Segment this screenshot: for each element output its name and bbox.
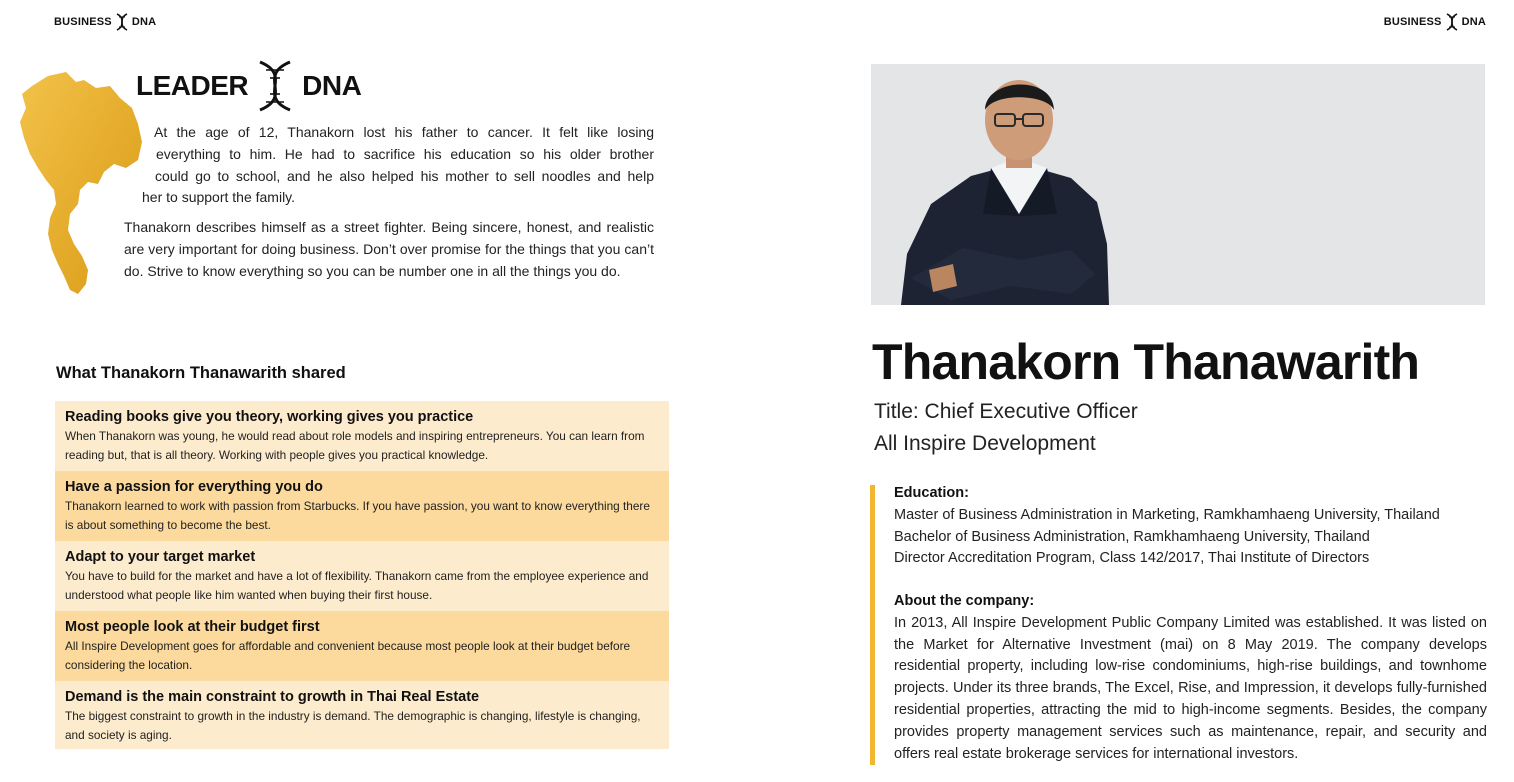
tip-title: Most people look at their budget first <box>65 619 320 635</box>
profile-title: Title: Chief Executive Officer <box>874 400 1138 423</box>
brand-logo-left <box>54 13 156 31</box>
dna-helix-icon <box>250 58 300 114</box>
portrait-photo <box>871 64 1485 305</box>
intro-line: her to support the family. <box>142 189 296 206</box>
tip-body: You have to build for the market and have a lot of flexibility. Thanakorn came from the employee experience and understood what people like him wanted when buying their first house. <box>65 569 649 602</box>
education-heading: Education: <box>894 485 969 501</box>
shared-heading: What Thanakorn Thanawarith shared <box>56 364 346 382</box>
tip-item <box>55 611 669 681</box>
accent-bar <box>870 485 875 765</box>
tip-item <box>55 401 669 471</box>
education-item: Bachelor of Business Administration, Ramkhamhaeng University, Thailand <box>894 528 1370 545</box>
brand-dna-text: DNA <box>131 16 157 28</box>
profile-company: All Inspire Development <box>874 432 1096 455</box>
education-item: Director Accreditation Program, Class 142/2017, Thai Institute of Directors <box>894 550 1370 567</box>
brand-logo-right <box>1384 13 1486 31</box>
tip-body: Thanakorn learned to work with passion from Starbucks. If you have passion, you want to know everything there is about something to become the best. <box>65 499 650 532</box>
tip-title: Have a passion for everything you do <box>65 479 323 495</box>
tip-title: Adapt to your target market <box>65 549 256 565</box>
dna-icon <box>114 13 130 31</box>
leader-word: LEADER <box>136 70 249 101</box>
profile-name: Thanakorn Thanawarith <box>872 334 1420 390</box>
intro-paragraph-1 <box>142 122 654 209</box>
brand-business-text: BUSINESS <box>1383 16 1442 28</box>
dna-icon <box>1444 13 1460 31</box>
dna-word: DNA <box>302 70 362 101</box>
about-section <box>894 591 1487 765</box>
tip-item <box>55 541 669 611</box>
portrait-illustration <box>871 64 1485 305</box>
brand-business-text: BUSINESS <box>54 16 112 28</box>
intro-text: Thanakorn describes himself as a street fighter. Being sincere, honest, and realistic are very important for doing business. Don’t over promise for the things that you can’t do. Strive to know everything so you can be number one in all the things you do. <box>124 219 654 279</box>
tips-list <box>55 401 669 749</box>
intro-line: At the age of 12, Thanakorn lost his father to cancer. It felt like losing <box>154 124 654 140</box>
intro-line: everything to him. He had to sacrifice his education so his older brother <box>156 145 654 162</box>
education-item: Master of Business Administration in Marketing, Ramkhamhaeng University, Thailand <box>894 506 1440 523</box>
tip-title: Reading books give you theory, working gives you practice <box>65 409 474 425</box>
tip-body: The biggest constraint to growth in the industry is demand. The demographic is changing, lifestyle is changing, and society is aging. <box>65 709 641 742</box>
about-text: In 2013, All Inspire Development Public Company Limited was established. It was listed on the Market for Alternative Investment (mai) on 8 May 2019. The company develops residential property, including low-rise condominiums, high-rise buildings, and townhome projects. Under its three brands, The Excel, Rise, and Impression, it develops fully-furnished residential properties, attracting the mid to high-income segments. Besides, the company provides property management services such as maintenance, repair, and security and offers real estate brokerage services for international investors. <box>894 614 1487 762</box>
tip-body: All Inspire Development goes for affordable and convenient because most people look at their budget before considering the location. <box>65 639 631 672</box>
about-heading: About the company: <box>894 593 1035 609</box>
tip-title: Demand is the main constraint to growth in Thai Real Estate <box>65 689 480 705</box>
intro-paragraph-2 <box>124 217 654 282</box>
brand-dna-text: DNA <box>1461 16 1486 28</box>
leader-dna-heading <box>136 58 361 114</box>
education-section <box>894 483 1487 570</box>
intro-line: could go to school, and he also helped his mother to sell noodles and help <box>155 167 654 184</box>
tip-item <box>55 471 669 541</box>
tip-item <box>55 681 669 749</box>
tip-body: When Thanakorn was young, he would read about role models and inspiring entrepreneurs. You can learn from reading but, that is all theory. Working with people gives you practical knowledge. <box>65 429 645 462</box>
